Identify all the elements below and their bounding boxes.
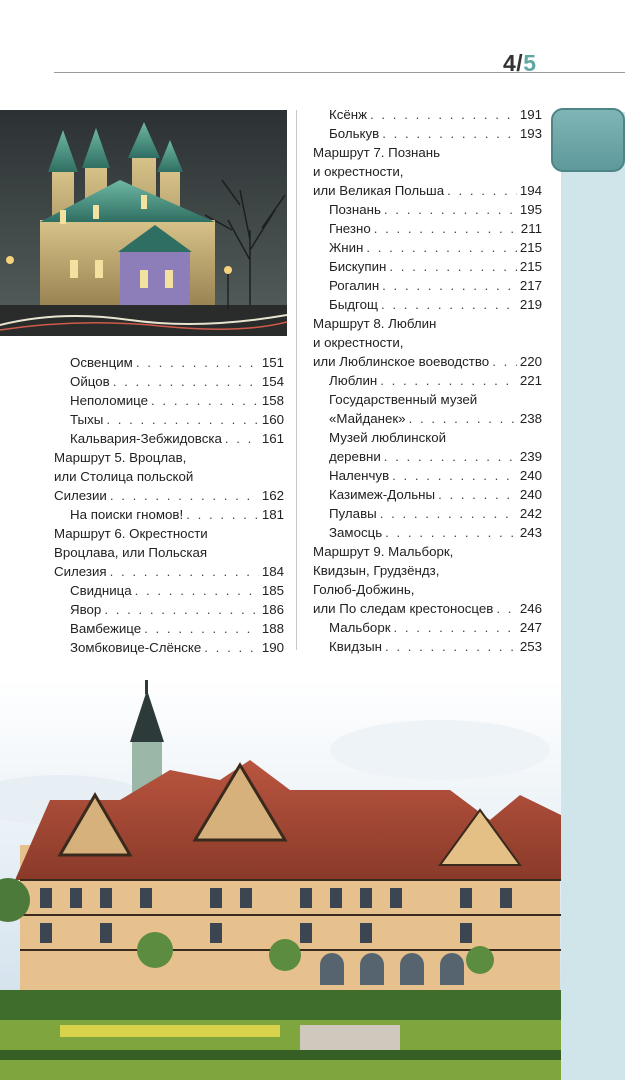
toc-entry-title: Жнин	[329, 240, 364, 255]
toc-left-column	[54, 353, 284, 657]
toc-dot-leader	[382, 124, 517, 143]
toc-dot-leader	[110, 562, 259, 581]
toc-entry-page: 193	[519, 126, 542, 141]
toc-entry-title: или Великая Польша	[313, 183, 445, 198]
toc-entry	[313, 618, 542, 637]
page-number-total: 5	[523, 50, 537, 76]
toc-dot-leader	[110, 486, 259, 505]
toc-entry-title: Наленчув	[329, 468, 390, 483]
toc-entry-page: 253	[519, 639, 542, 654]
toc-dot-leader	[136, 353, 259, 372]
toc-heading-line: Маршрут 8. Люблин	[313, 316, 437, 331]
toc-heading-line: или Столица польской	[54, 469, 194, 484]
toc-entry	[54, 505, 284, 524]
toc-entry-title: Тыхы	[70, 412, 104, 427]
toc-entry-page: 220	[519, 354, 542, 369]
toc-entry	[54, 581, 284, 600]
toc-entry-page: 151	[261, 355, 284, 370]
toc-dot-leader	[394, 618, 517, 637]
toc-dot-leader	[225, 429, 259, 448]
toc-dot-leader	[381, 295, 517, 314]
toc-entry-page: 154	[261, 374, 284, 389]
toc-entry	[313, 238, 542, 257]
toc-entry-title: Ксёнж	[329, 107, 368, 122]
toc-entry	[313, 466, 542, 485]
toc-dot-leader	[380, 504, 517, 523]
toc-entry-title: Силезия	[54, 564, 107, 579]
toc-dot-leader	[370, 105, 517, 124]
toc-dot-leader	[151, 391, 259, 410]
toc-dot-leader	[204, 638, 259, 657]
toc-dot-leader	[385, 637, 517, 656]
toc-entry	[54, 638, 284, 657]
palace-photo	[0, 680, 561, 1080]
toc-entry-title: Гнезно	[329, 221, 371, 236]
page-number	[503, 50, 536, 77]
toc-dot-leader	[186, 505, 259, 524]
toc-heading-line: Маршрут 9. Мальборк,	[313, 544, 454, 559]
toc-entry-page: 215	[519, 259, 542, 274]
toc-entry	[54, 429, 284, 448]
toc-entry-page: 239	[519, 449, 542, 464]
toc-entry-page: 162	[261, 488, 284, 503]
toc-entry	[313, 200, 542, 219]
toc-heading-line: Музей люблинской	[329, 430, 447, 445]
toc-heading-line: и окрестности,	[313, 335, 404, 350]
toc-entry	[313, 599, 542, 618]
toc-entry	[313, 181, 542, 200]
column-divider	[296, 110, 297, 650]
toc-entry-title: Замосць	[329, 525, 383, 540]
toc-entry-page: 158	[261, 393, 284, 408]
toc-entry-page: 246	[519, 601, 542, 616]
toc-entry	[54, 410, 284, 429]
toc-dot-leader	[447, 181, 517, 200]
toc-entry-title: Рогалин	[329, 278, 380, 293]
toc-entry-page: 242	[519, 506, 542, 521]
toc-entry-title: Вамбежице	[70, 621, 142, 636]
toc-heading-line: и окрестности,	[313, 164, 404, 179]
toc-entry-title: Освенцим	[70, 355, 133, 370]
toc-dot-leader	[438, 485, 517, 504]
toc-entry-title: Силезии	[54, 488, 107, 503]
cathedral-photo	[0, 110, 287, 336]
toc-entry	[54, 353, 284, 372]
toc-heading-line: Маршрут 7. Познань	[313, 145, 441, 160]
toc-entry-page: 240	[519, 468, 542, 483]
toc-entry-title: Мальборк	[329, 620, 391, 635]
toc-entry-page: 188	[261, 621, 284, 636]
chapter-tab[interactable]	[551, 108, 625, 172]
toc-dot-leader	[384, 447, 517, 466]
toc-entry	[313, 124, 542, 143]
toc-entry-title: Зомбковице-Слёнске	[70, 640, 202, 655]
toc-entry-page: 194	[519, 183, 542, 198]
toc-heading-line: Маршрут 5. Вроцлав,	[54, 450, 187, 465]
toc-entry	[313, 409, 542, 428]
toc-heading-line: Государственный музей	[329, 392, 478, 407]
toc-entry	[313, 447, 542, 466]
toc-heading-line: Голюб-Добжинь,	[313, 582, 415, 597]
toc-entry	[313, 504, 542, 523]
toc-entry-page: 195	[519, 202, 542, 217]
toc-dot-leader	[392, 466, 517, 485]
toc-entry-title: или По следам крестоносцев	[313, 601, 494, 616]
toc-entry-title: Квидзын	[329, 639, 382, 654]
page-number-slash: /	[516, 50, 524, 76]
toc-entry-title: Познань	[329, 202, 381, 217]
palace-illustration	[0, 680, 561, 1080]
toc-entry-title: деревни	[329, 449, 381, 464]
page-number-current: 4	[503, 50, 517, 76]
toc-entry-page: 181	[261, 507, 284, 522]
header-rule	[54, 72, 625, 73]
toc-entry-page: 215	[519, 240, 542, 255]
toc-dot-leader	[104, 600, 259, 619]
toc-entry-page: 238	[519, 411, 542, 426]
toc-dot-leader	[382, 276, 517, 295]
toc-dot-leader	[106, 410, 259, 429]
toc-heading-line: Квидзын, Грудзёндз,	[313, 563, 440, 578]
toc-entry	[313, 523, 542, 542]
toc-dot-leader	[113, 372, 259, 391]
toc-entry	[313, 105, 542, 124]
toc-dot-leader	[374, 219, 518, 238]
toc-entry-title: Бискупин	[329, 259, 387, 274]
toc-entry-title: Быдгощ	[329, 297, 378, 312]
toc-entry	[313, 352, 542, 371]
toc-heading-line: Маршрут 6. Окрестности	[54, 526, 208, 541]
toc-dot-leader	[366, 238, 516, 257]
toc-right-column	[313, 105, 542, 656]
toc-entry-page: 219	[519, 297, 542, 312]
toc-entry	[313, 371, 542, 390]
toc-dot-leader	[135, 581, 259, 600]
toc-entry	[54, 600, 284, 619]
toc-dot-leader	[492, 352, 517, 371]
toc-entry	[54, 619, 284, 638]
toc-entry-page: 185	[261, 583, 284, 598]
toc-entry-page: 211	[520, 221, 542, 236]
toc-entry	[313, 485, 542, 504]
toc-entry-page: 184	[261, 564, 284, 579]
toc-entry-title: Явор	[70, 602, 102, 617]
toc-entry	[313, 276, 542, 295]
toc-entry	[313, 219, 542, 238]
toc-entry-page: 186	[261, 602, 284, 617]
toc-entry	[54, 391, 284, 410]
toc-entry-page: 160	[261, 412, 284, 427]
toc-entry-page: 161	[261, 431, 284, 446]
toc-entry-page: 221	[519, 373, 542, 388]
toc-entry-title: Казимеж-Дольны	[329, 487, 436, 502]
cathedral-illustration	[0, 110, 287, 336]
toc-entry	[54, 562, 284, 581]
toc-entry-title: Болькув	[329, 126, 380, 141]
toc-entry-title: Пулавы	[329, 506, 377, 521]
toc-entry-title: Люблин	[329, 373, 378, 388]
toc-entry-page: 190	[261, 640, 284, 655]
toc-dot-leader	[380, 371, 517, 390]
toc-entry	[313, 295, 542, 314]
toc-entry-title: Свидница	[70, 583, 132, 598]
toc-entry-title: или Люблинское воеводство	[313, 354, 490, 369]
toc-entry	[54, 372, 284, 391]
toc-dot-leader	[385, 523, 517, 542]
toc-entry	[313, 637, 542, 656]
toc-entry-title: Кальвария-Зебжидовска	[70, 431, 222, 446]
toc-dot-leader	[144, 619, 259, 638]
toc-entry-title: На поиски гномов!	[70, 507, 184, 522]
toc-entry-page: 243	[519, 525, 542, 540]
toc-entry-title: Ойцов	[70, 374, 110, 389]
toc-entry-title: «Майданек»	[329, 411, 406, 426]
toc-entry-title: Неполомице	[70, 393, 149, 408]
toc-dot-leader	[496, 599, 516, 618]
toc-dot-leader	[384, 200, 517, 219]
toc-entry	[313, 257, 542, 276]
toc-heading-line: Вроцлава, или Польская	[54, 545, 208, 560]
toc-entry-page: 247	[519, 620, 542, 635]
toc-entry-page: 217	[519, 278, 542, 293]
toc-entry	[54, 486, 284, 505]
toc-dot-leader	[389, 257, 516, 276]
toc-entry-page: 191	[519, 107, 542, 122]
toc-dot-leader	[409, 409, 517, 428]
side-color-strip	[561, 112, 625, 1080]
toc-entry-page: 240	[519, 487, 542, 502]
